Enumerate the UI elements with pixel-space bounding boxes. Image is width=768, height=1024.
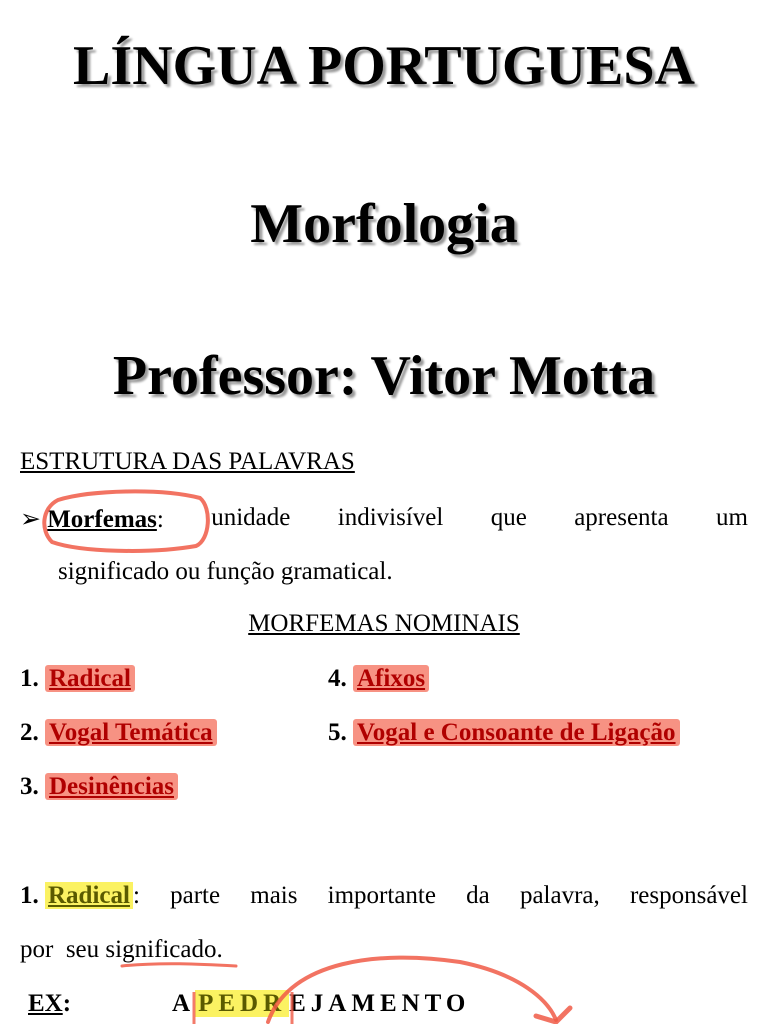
list-number: 1. — [20, 665, 39, 692]
definition-word: indivisível — [337, 504, 444, 531]
nominais-heading: MORFEMAS NOMINAIS — [248, 610, 520, 637]
list-number: 2. — [20, 719, 39, 746]
bullet-arrow-icon: ➢ — [20, 506, 41, 533]
radical-lead — [20, 882, 140, 910]
radical-word: importante — [327, 882, 436, 909]
line2-prefix: por seu — [20, 936, 106, 963]
list-number: 5. — [328, 719, 347, 746]
list-item — [20, 773, 178, 801]
example-prefix: A — [172, 990, 196, 1017]
colon: : — [62, 990, 72, 1017]
definition-word: apresenta — [574, 504, 669, 531]
example-label — [28, 990, 71, 1018]
term-radical: Radical — [45, 882, 133, 909]
radical-word: palavra, — [519, 882, 600, 909]
colon: : — [156, 506, 164, 533]
page-title: LÍNGUA PORTUGUESA — [73, 35, 695, 97]
radical-word: mais — [250, 882, 298, 909]
section-heading: ESTRUTURA DAS PALAVRAS — [20, 448, 355, 475]
list-label-afixos: Afixos — [353, 665, 429, 692]
list-label-vogal-tematica: Vogal Temática — [45, 719, 217, 746]
colon: : — [132, 882, 140, 909]
professor-name: Professor: Vitor Motta — [112, 345, 656, 407]
list-label-vogal-consoante: Vogal e Consoante de Ligação — [353, 719, 680, 746]
example-suffix: EJAMENTO — [289, 990, 471, 1017]
arrowhead-annotation — [536, 1008, 570, 1022]
list-label-radical: Radical — [45, 665, 135, 692]
list-item — [20, 719, 217, 747]
list-item — [20, 665, 135, 693]
radical-word: parte — [170, 882, 221, 909]
radical-word: responsável — [629, 882, 748, 909]
radical-definition-line-2 — [20, 936, 223, 964]
list-number: 3. — [20, 773, 39, 800]
line2-suffix: do. — [191, 936, 223, 963]
list-item — [328, 665, 429, 693]
definition-lead — [20, 504, 164, 534]
underlined-significa: significa — [105, 936, 192, 963]
definition-line-2: significado ou função gramatical. — [58, 558, 393, 585]
example-root: PEDR — [195, 990, 289, 1017]
list-label-desinencias: Desinências — [45, 773, 178, 800]
example-ex: EX — [28, 990, 63, 1017]
definition-line — [20, 504, 748, 534]
definition-word: um — [715, 504, 748, 531]
definition-word: unidade — [211, 504, 291, 531]
list-item — [328, 719, 680, 747]
page-subtitle: Morfologia — [250, 193, 518, 255]
list-number: 4. — [328, 665, 347, 692]
example-word — [172, 990, 470, 1018]
radical-definition-line — [20, 882, 748, 910]
definition-word: que — [490, 504, 527, 531]
radical-number: 1. — [20, 882, 39, 909]
underline-annotation — [122, 964, 236, 966]
radical-word: da — [466, 882, 490, 909]
term-morfemas: Morfemas — [47, 506, 157, 533]
